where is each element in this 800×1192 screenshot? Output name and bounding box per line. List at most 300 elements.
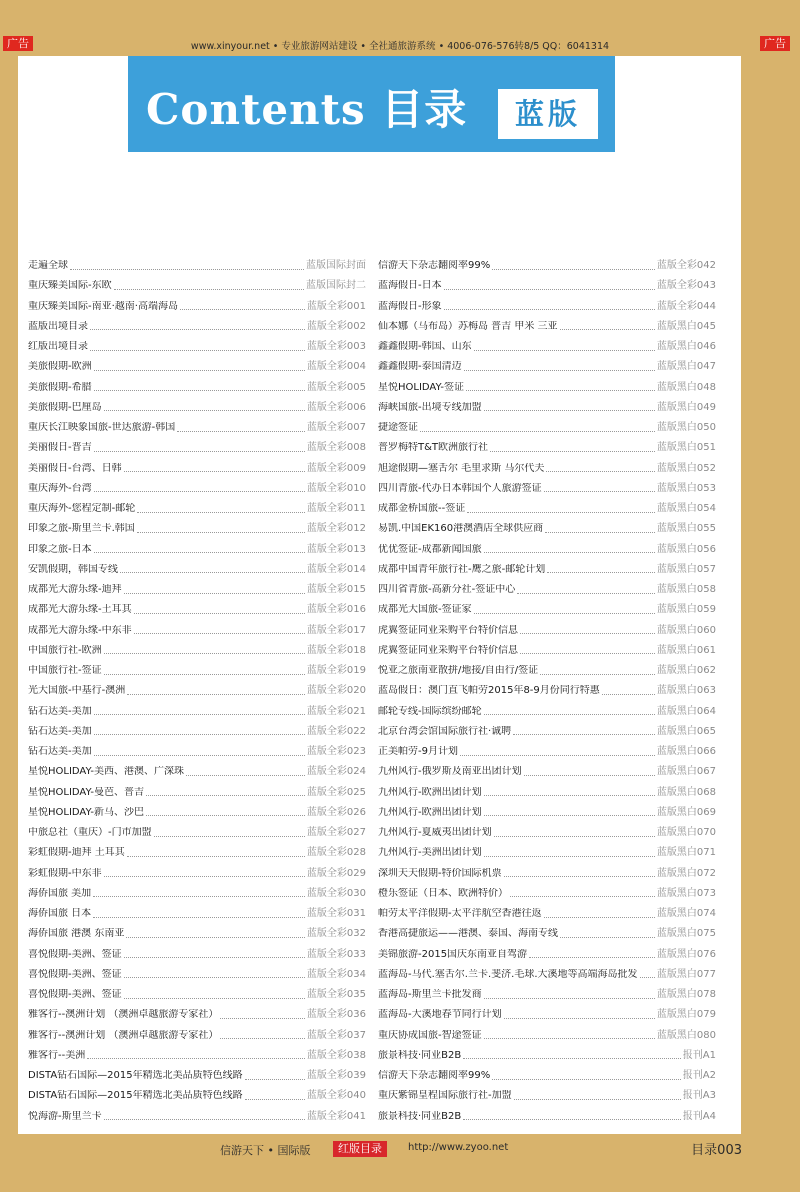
toc-entry-page: 蓝版黑白076 (656, 948, 716, 960)
toc-entry-page: 蓝版黑白067 (656, 766, 716, 778)
toc-entry-title: 雅客行--澳洲计划 （澳洲卓越旅游专家社） (28, 1009, 219, 1021)
toc-entry-page: 报刊A4 (682, 1110, 716, 1122)
toc-entry-title: 蓝岛假日：澳门直飞帕劳2015年8-9月份同行特惠 (378, 685, 600, 697)
toc-entry-page: 蓝版黑白047 (656, 361, 716, 373)
toc-entry (378, 1005, 716, 1025)
toc-entry-title: 雅客行--澳洲计划 （澳洲卓越旅游专家社） (28, 1029, 219, 1041)
toc-entry-page: 蓝版黑白070 (656, 827, 716, 839)
toc-entry-page: 蓝版全彩035 (306, 989, 366, 1001)
toc-entry-page: 蓝版全彩001 (306, 300, 366, 312)
toc-entry-title: 蓝海岛-马代.塞舌尔.兰卡.斐济.毛球.大溪地等高端海岛批发 (378, 968, 638, 980)
toc-entry-page: 蓝版全彩029 (306, 867, 366, 879)
toc-entry-title: 印象之旅-斯里兰卡.韩国 (28, 523, 135, 535)
toc-leader-dots (94, 734, 305, 735)
toc-entry-page: 蓝版全彩018 (306, 644, 366, 656)
toc-entry (378, 864, 716, 884)
toc-leader-dots (180, 309, 305, 310)
toc-entry-page: 蓝版全彩020 (306, 685, 366, 697)
toc-leader-dots (640, 977, 655, 978)
toc-entry-page: 蓝版全彩021 (306, 705, 366, 717)
toc-leader-dots (120, 572, 305, 573)
toc-entry (28, 1066, 366, 1086)
footer-slogan: 信游天下 • 国际版 (220, 1144, 311, 1157)
toc-entry-page: 蓝版全彩010 (306, 482, 366, 494)
toc-leader-dots (134, 613, 305, 614)
toc-entry (28, 681, 366, 701)
toc-leader-dots (547, 572, 655, 573)
toc-entry (28, 459, 366, 479)
toc-entry (378, 297, 716, 317)
toc-entry-page: 报刊A2 (682, 1070, 716, 1082)
toc-leader-dots (94, 552, 305, 553)
toc-entry-title: 信游天下杂志翻阅率99% (378, 1070, 491, 1082)
toc-entry-title: 钻石达美-美加 (28, 725, 92, 737)
toc-leader-dots (484, 815, 655, 816)
toc-leader-dots (520, 653, 655, 654)
toc-entry-title: 海侨国旅 美加 (28, 887, 92, 899)
toc-leader-dots (124, 471, 305, 472)
toc-entry (378, 317, 716, 337)
toc-entry-title: 成都光大游乐缘-中东非 (28, 624, 132, 636)
toc-entry (378, 702, 716, 722)
toc-entry-page: 报刊A3 (682, 1090, 716, 1102)
toc-entry-page: 蓝版全彩012 (306, 523, 366, 535)
toc-entry (378, 742, 716, 762)
toc-entry-page: 蓝版黑白049 (656, 401, 716, 413)
toc-entry (28, 621, 366, 641)
toc-leader-dots (70, 269, 304, 270)
toc-leader-dots (93, 896, 305, 897)
toc-entry-page: 蓝版黑白045 (656, 320, 716, 332)
toc-leader-dots (220, 1018, 305, 1019)
toc-leader-dots (90, 350, 305, 351)
footer-page-label: 目录003 (691, 1143, 742, 1158)
toc-entry-page: 蓝版全彩028 (306, 847, 366, 859)
toc-entry-title: 捷途签证 (378, 422, 418, 434)
toc-entry (28, 256, 366, 276)
toc-leader-dots (474, 350, 655, 351)
toc-entry-title: 海侨国旅 日本 (28, 908, 92, 920)
toc-entry (378, 438, 716, 458)
toc-entry-title: 印象之旅-日本 (28, 543, 92, 555)
toc-leader-dots (492, 269, 655, 270)
toc-entry-title: 喜悦假期-美洲、签证 (28, 948, 122, 960)
toc-entry (28, 1005, 366, 1025)
toc-leader-dots (490, 451, 655, 452)
toc-entry-page: 蓝版全彩031 (306, 908, 366, 920)
toc-entry (28, 540, 366, 560)
toc-entry-page: 蓝版全彩017 (306, 624, 366, 636)
toc-leader-dots (127, 694, 305, 695)
toc-entry-title: 彩虹假期-中东非 (28, 867, 102, 879)
toc-entry (378, 762, 716, 782)
toc-entry (378, 945, 716, 965)
toc-entry-title: 走遍全球 (28, 260, 68, 272)
toc-entry-page: 蓝版全彩025 (306, 786, 366, 798)
toc-entry (378, 904, 716, 924)
toc-entry (378, 681, 716, 701)
toc-entry-page: 蓝版黑白048 (656, 381, 716, 393)
toc-entry-title: 美丽假日-台湾、日韩 (28, 462, 122, 474)
toc-entry-title: 信游天下杂志翻阅率99% (378, 260, 491, 272)
toc-entry-title: 九州风行-美洲出团计划 (378, 847, 482, 859)
toc-leader-dots (124, 998, 305, 999)
toc-entry-title: 四川省青旅-高新分社-签证中心 (378, 584, 516, 596)
toc-entry-title: 重庆紫锦皇程国际旅行社-加盟 (378, 1090, 512, 1102)
toc-entry-title: 美旅假期-希腊 (28, 381, 92, 393)
toc-entry (378, 1107, 716, 1127)
toc-entry-page: 蓝版黑白073 (656, 887, 716, 899)
toc-leader-dots (444, 309, 655, 310)
toc-entry-title: 仙本娜（马布岛）苏梅岛 普吉 甲米 三亚 (378, 320, 558, 332)
toc-entry-page: 蓝版全彩043 (656, 280, 716, 292)
toc-leader-dots (544, 491, 655, 492)
toc-entry-title: 九州风行-欧洲出团计划 (378, 786, 482, 798)
toc-leader-dots (126, 937, 305, 938)
toc-entry-title: 海侨国旅 港澳 东南亚 (28, 928, 125, 940)
toc-leader-dots (93, 917, 305, 918)
toc-entry-title: DISTA钻石国际—2015年精选北美品质特色线路 (28, 1090, 243, 1102)
toc-leader-dots (484, 1038, 655, 1039)
toc-entry-title: 四川青旅-代办日本韩国个人旅游签证 (378, 482, 542, 494)
toc-entry-page: 蓝版全彩044 (656, 300, 716, 312)
toc-leader-dots (460, 755, 655, 756)
toc-entry-page: 蓝版全彩004 (306, 361, 366, 373)
toc-entry-title: 虎翼签证同业采购平台特价信息 (378, 624, 518, 636)
toc-entry-title: 成都金桥国旅--签证 (378, 503, 466, 515)
toc-entry-page: 蓝版全彩040 (306, 1090, 366, 1102)
toc-entry (28, 864, 366, 884)
toc-leader-dots (127, 856, 305, 857)
toc-entry-title: 鑫鑫假期-泰国清迈 (378, 361, 462, 373)
toc-entry (378, 256, 716, 276)
toc-entry-page: 蓝版黑白079 (656, 1009, 716, 1021)
toc-entry-page: 蓝版黑白064 (656, 705, 716, 717)
toc-entry (378, 600, 716, 620)
toc-entry (28, 297, 366, 317)
toc-leader-dots (220, 1038, 305, 1039)
toc-entry-title: 成都光大国旅-签证家 (378, 604, 472, 616)
toc-entry-page: 蓝版全彩039 (306, 1070, 366, 1082)
toc-entry-page: 蓝版全彩008 (306, 442, 366, 454)
toc-entry-title: 喜悦假期-美洲、签证 (28, 968, 122, 980)
toc-entry-title: 安凯假期，韩国专线 (28, 563, 118, 575)
toc-entry-page: 蓝版全彩019 (306, 665, 366, 677)
toc-leader-dots (114, 289, 304, 290)
toc-leader-dots (104, 653, 305, 654)
toc-entry-title: 蓝海岛-大溪地春节同行计划 (378, 1009, 502, 1021)
toc-leader-dots (94, 370, 305, 371)
toc-leader-dots (137, 512, 305, 513)
toc-entry (28, 641, 366, 661)
toc-leader-dots (104, 876, 305, 877)
ad-badge-right: 广告 (760, 36, 790, 51)
toc-entry-page: 蓝版黑白063 (656, 685, 716, 697)
toc-entry-page: 蓝版全彩013 (306, 543, 366, 555)
toc-entry (378, 1026, 716, 1046)
toc-leader-dots (463, 1058, 681, 1059)
toc-entry-title: 旅景科技·同业B2B (378, 1049, 462, 1061)
toc-leader-dots (94, 714, 305, 715)
toc-entry (378, 924, 716, 944)
toc-entry (378, 560, 716, 580)
toc-leader-dots (186, 775, 305, 776)
toc-entry-page: 蓝版黑白062 (656, 665, 716, 677)
toc-entry-page: 蓝版黑白054 (656, 503, 716, 515)
toc-entry-title: 帕劳太平洋假期-太平洋航空香港往返 (378, 908, 542, 920)
toc-entry-page: 蓝版全彩006 (306, 401, 366, 413)
toc-leader-dots (560, 937, 655, 938)
toc-entry (378, 722, 716, 742)
toc-entry (28, 702, 366, 722)
toc-entry (28, 337, 366, 357)
toc-entry (378, 1086, 716, 1106)
toc-entry-title: 钻石达美-美加 (28, 746, 92, 758)
toc-entry (28, 762, 366, 782)
toc-entry-page: 蓝版黑白052 (656, 462, 716, 474)
toc-entry-page: 蓝版黑白065 (656, 725, 716, 737)
toc-leader-dots (466, 390, 655, 391)
toc-entry-page: 蓝版全彩030 (306, 887, 366, 899)
toc-entry-page: 蓝版全彩016 (306, 604, 366, 616)
toc-entry-title: 星悦HOLIDAY-曼芭、普吉 (28, 786, 145, 798)
toc-entry-title: 光大国旅-中基行-澳洲 (28, 685, 126, 697)
toc-entry-title: 重庆臻美国际-东欧 (28, 280, 112, 292)
toc-leader-dots (137, 532, 305, 533)
toc-leader-dots (104, 1119, 305, 1120)
toc-entry-title: 普罗梅特T&T欧洲旅行社 (378, 442, 489, 454)
toc-entry-page: 蓝版全彩033 (306, 948, 366, 960)
toc-entry-title: 成都光大游乐缘-迪拜 (28, 584, 122, 596)
toc-leader-dots (544, 917, 655, 918)
toc-entry-title: 易凯.中国EK160港澳酒店全球供应商 (378, 523, 544, 535)
toc-entry-title: 重庆长江映象国旅-世达旅游-韩国 (28, 422, 176, 434)
toc-entry (378, 1066, 716, 1086)
toc-leader-dots (177, 431, 305, 432)
toc-entry-title: 深圳天天假期-特价国际机票 (378, 867, 502, 879)
toc-leader-dots (545, 532, 655, 533)
toc-entry-title: 正美帕劳-9月计划 (378, 746, 458, 758)
toc-entry-page: 蓝版黑白078 (656, 989, 716, 1001)
page-sheet (18, 56, 741, 1134)
toc-entry-title: 蓝海假日-日本 (378, 280, 442, 292)
toc-entry-page: 蓝版黑白058 (656, 584, 716, 596)
toc-leader-dots (517, 593, 655, 594)
toc-leader-dots (94, 491, 305, 492)
toc-entry-page: 蓝版黑白053 (656, 482, 716, 494)
toc-entry-page: 蓝版黑白056 (656, 543, 716, 555)
toc-entry (28, 985, 366, 1005)
toc-entry-title: 虎翼签证同业采购平台特价信息 (378, 644, 518, 656)
toc-entry (28, 965, 366, 985)
ad-badge-left: 广告 (3, 36, 33, 51)
toc-entry (28, 1046, 366, 1066)
toc-leader-dots (494, 836, 655, 837)
toc-entry (28, 357, 366, 377)
toc-entry-title: 重庆海外-台湾 (28, 482, 92, 494)
toc-leader-dots (87, 1058, 305, 1059)
toc-entry (28, 519, 366, 539)
toc-entry-page: 蓝版全彩022 (306, 725, 366, 737)
toc-entry (28, 722, 366, 742)
toc-entry (378, 459, 716, 479)
toc-entry (378, 1046, 716, 1066)
toc-entry (28, 945, 366, 965)
toc-entry-title: 海峡国旅-出境专线加盟 (378, 401, 482, 413)
toc-entry-page: 蓝版黑白068 (656, 786, 716, 798)
toc-entry-page: 蓝版全彩007 (306, 422, 366, 434)
toc-entry (378, 884, 716, 904)
toc-entry (28, 276, 366, 296)
toc-entry-title: 九州风行-夏威夷出团计划 (378, 827, 492, 839)
toc-entry-title: 蓝海假日-形象 (378, 300, 442, 312)
toc-entry (378, 519, 716, 539)
edition-label: 蓝版 (498, 89, 598, 139)
toc-entry-page: 蓝版黑白050 (656, 422, 716, 434)
toc-entry-page: 蓝版黑白077 (656, 968, 716, 980)
toc-entry-page: 蓝版黑白061 (656, 644, 716, 656)
toc-entry (378, 378, 716, 398)
toc-entry (28, 783, 366, 803)
toc-entry-page: 蓝版黑白055 (656, 523, 716, 535)
toc-entry-title: 美旅假期-欧洲 (28, 361, 92, 373)
footer-badge: 红版目录 (333, 1141, 387, 1157)
toc-entry-page: 蓝版黑白080 (656, 1029, 716, 1041)
toc-entry (28, 1086, 366, 1106)
toc-entry-title: 星悦HOLIDAY-签证 (378, 381, 465, 393)
toc-entry (28, 924, 366, 944)
toc-leader-dots (146, 815, 305, 816)
toc-entry-title: 北京台湾会馆国际旅行社·诚聘 (378, 725, 512, 737)
toc-leader-dots (444, 289, 655, 290)
toc-entry (378, 843, 716, 863)
toc-entry (378, 418, 716, 438)
toc-entry-title: 悦亚之旅南亚散拼/地接/自由行/签证 (378, 665, 539, 677)
contents-title: Contents 目录 (146, 85, 468, 134)
toc-entry-page: 蓝版全彩011 (306, 503, 366, 515)
toc-entry-title: 香港高捷旅运——港澳、泰国、海南专线 (378, 928, 558, 940)
footer-url: http://www.zyoo.net (408, 1142, 509, 1153)
toc-entry (378, 803, 716, 823)
toc-entry-title: 旭途假期—塞舌尔 毛里求斯 马尔代夫 (378, 462, 545, 474)
toc-entry (378, 783, 716, 803)
contents-banner (128, 56, 615, 152)
toc-entry-title: 美锦旅游-2015国庆东南亚自驾游 (378, 948, 528, 960)
toc-entry-page: 蓝版全彩002 (306, 320, 366, 332)
toc-leader-dots (520, 633, 655, 634)
toc-entry (28, 803, 366, 823)
toc-entry-title: 美丽假日-普吉 (28, 442, 92, 454)
toc-entry (28, 378, 366, 398)
toc-entry (378, 337, 716, 357)
toc-leader-dots (146, 795, 305, 796)
toc-leader-dots (420, 431, 655, 432)
toc-entry-page: 蓝版全彩024 (306, 766, 366, 778)
toc-entry (378, 965, 716, 985)
toc-entry-page: 蓝版全彩023 (306, 746, 366, 758)
toc-entry-page: 蓝版黑白066 (656, 746, 716, 758)
toc-leader-dots (104, 410, 305, 411)
toc-entry (28, 884, 366, 904)
toc-entry (378, 823, 716, 843)
toc-entry (378, 540, 716, 560)
toc-entry-title: 红版出境目录 (28, 341, 88, 353)
toc-entry-page: 蓝版全彩014 (306, 563, 366, 575)
toc-entry-title: 重庆海外-您程定制-邮轮 (28, 503, 136, 515)
toc-entry-page: 蓝版全彩038 (306, 1049, 366, 1061)
toc-entry-title: 鑫鑫假期-韩国、山东 (378, 341, 472, 353)
toc-entry (28, 742, 366, 762)
toc-entry-title: 九州风行-欧洲出团计划 (378, 806, 482, 818)
toc-entry-page: 蓝版全彩026 (306, 806, 366, 818)
toc-entry-page: 报刊A1 (682, 1049, 716, 1061)
toc-leader-dots (504, 1018, 655, 1019)
toc-leader-dots (94, 755, 305, 756)
toc-entry (28, 317, 366, 337)
toc-entry (28, 499, 366, 519)
footer-bar (0, 1134, 800, 1164)
toc-entry-title: 彩虹假期-迪拜 土耳其 (28, 847, 125, 859)
toc-entry-title: 成都中国青年旅行社-鹰之旅-邮轮计划 (378, 563, 546, 575)
toc-entry-title: 悦海游-斯里兰卡 (28, 1110, 102, 1122)
toc-entry (378, 276, 716, 296)
toc-entry (378, 499, 716, 519)
toc-leader-dots (124, 957, 305, 958)
toc-entry-page: 蓝版国际封二 (306, 280, 366, 292)
toc-leader-dots (514, 1099, 681, 1100)
toc-column-left (28, 256, 366, 1127)
toc-leader-dots (504, 876, 655, 877)
toc-entry-title: 钻石达美-美加 (28, 705, 92, 717)
toc-entry-title: 星悦HOLIDAY-美西、港澳、广深珠 (28, 766, 185, 778)
toc-entry-page: 蓝版国际封面 (306, 260, 366, 272)
toc-leader-dots (484, 998, 655, 999)
toc-entry-page: 蓝版全彩009 (306, 462, 366, 474)
toc-leader-dots (464, 370, 655, 371)
toc-entry (28, 438, 366, 458)
toc-leader-dots (104, 674, 305, 675)
toc-entry-page: 蓝版黑白059 (656, 604, 716, 616)
toc-leader-dots (94, 451, 305, 452)
toc-entry-title: 成都光大游乐缘-土耳其 (28, 604, 132, 616)
toc-leader-dots (540, 674, 655, 675)
toc-leader-dots (513, 734, 655, 735)
toc-entry-page: 蓝版全彩037 (306, 1029, 366, 1041)
toc-leader-dots (245, 1099, 305, 1100)
toc-entry-page: 蓝版黑白074 (656, 908, 716, 920)
toc-leader-dots (560, 329, 655, 330)
toc-leader-dots (529, 957, 655, 958)
toc-entry-title: 雅客行--美洲 (28, 1049, 86, 1061)
toc-entry-page: 蓝版全彩036 (306, 1009, 366, 1021)
toc-entry-title: 优优签证-成都新闻国旅 (378, 543, 482, 555)
toc-leader-dots (94, 390, 305, 391)
toc-entry (378, 661, 716, 681)
toc-entry (28, 560, 366, 580)
toc-entry-page: 蓝版黑白057 (656, 563, 716, 575)
toc-entry-page: 蓝版黑白071 (656, 847, 716, 859)
toc-entry-title: 喜悦假期-美洲、签证 (28, 989, 122, 1001)
toc-entry-page: 蓝版全彩041 (306, 1110, 366, 1122)
toc-entry (378, 398, 716, 418)
toc-entry-page: 蓝版黑白069 (656, 806, 716, 818)
toc-entry-title: 中国旅行社-签证 (28, 665, 102, 677)
toc-leader-dots (154, 836, 305, 837)
toc-entry-page: 蓝版黑白075 (656, 928, 716, 940)
toc-entry (378, 357, 716, 377)
toc-entry (28, 418, 366, 438)
toc-entry (28, 843, 366, 863)
